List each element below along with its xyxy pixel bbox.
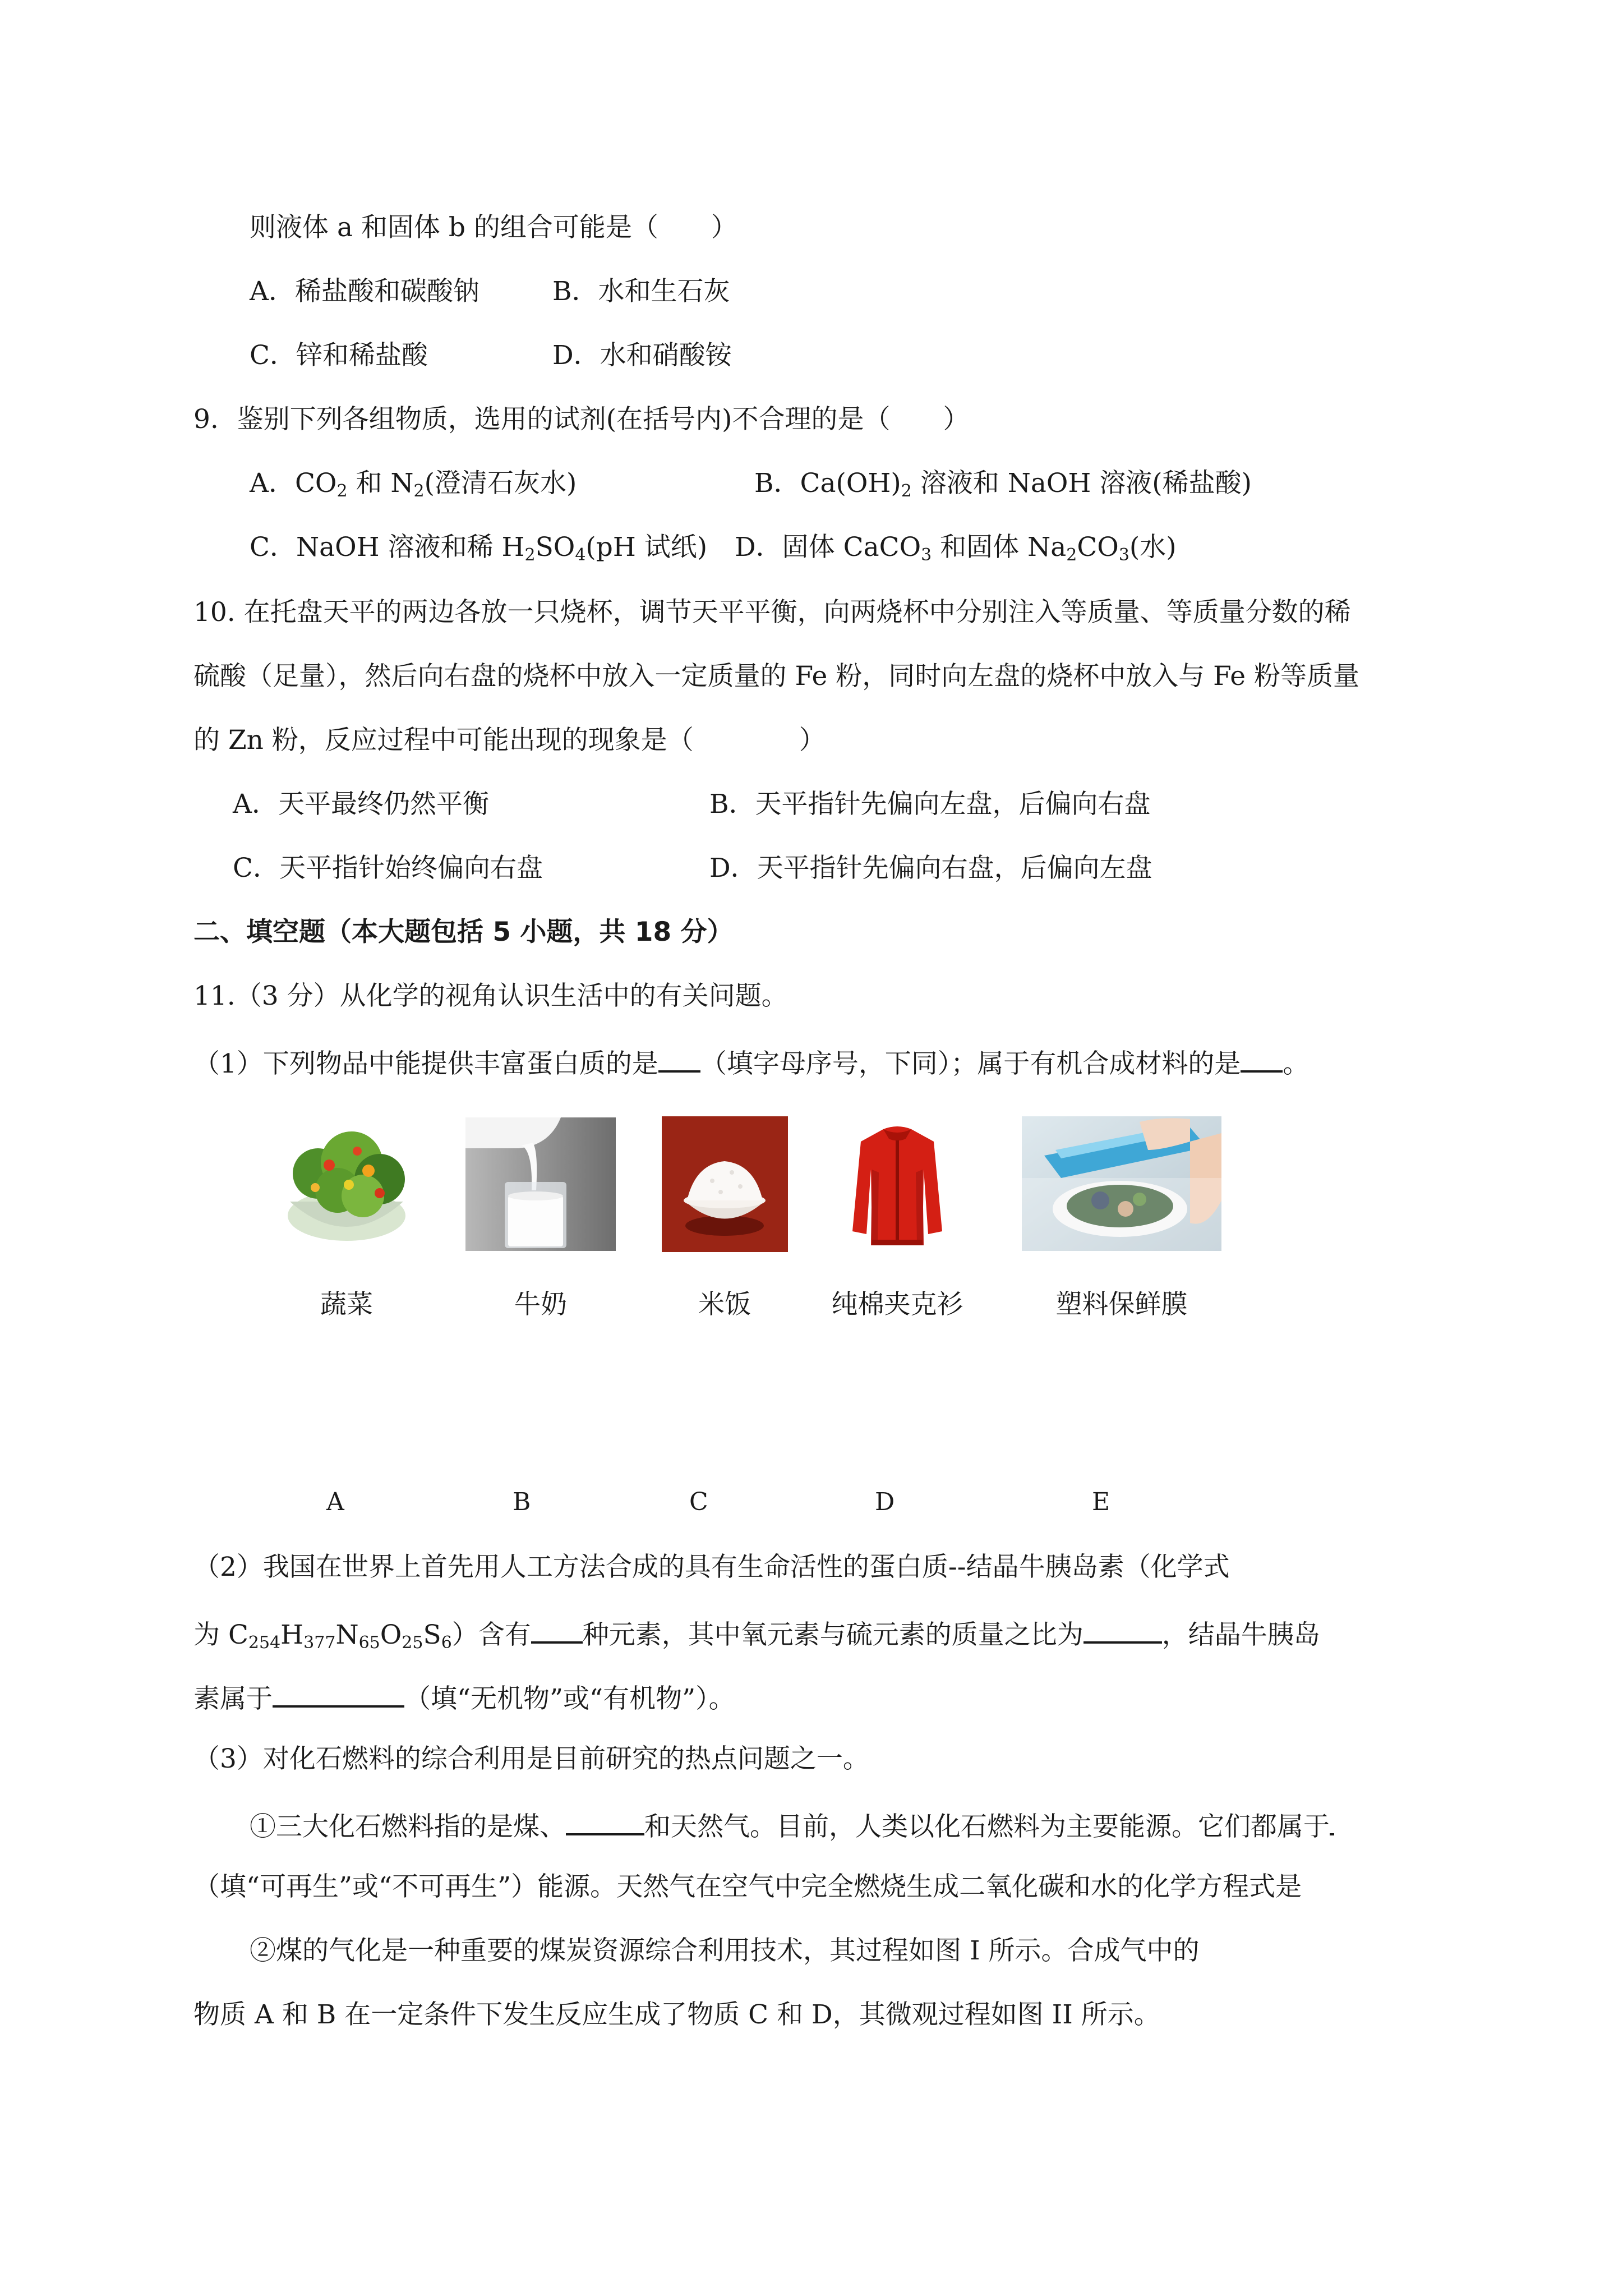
formula-element: O (380, 1619, 402, 1650)
q11-part2-text-5: （填“无机物”或“有机物”）。 (404, 1683, 735, 1714)
formula-element: N (335, 1619, 359, 1650)
salad-image (273, 1117, 420, 1249)
item-letter-d: D (875, 1488, 895, 1516)
q8-option-b: B．水和生石灰 (552, 276, 730, 307)
q11-part2-text-4: 素属于 (193, 1683, 273, 1714)
section-heading: 二、填空题（本大题包括 5 小题，共 18 分） (193, 917, 734, 947)
rice-image (662, 1116, 788, 1252)
q10-line-2: 硫酸（足量），然后向右盘的烧杯中放入一定质量的 Fe 粉，同时向左盘的烧杯中放入与 Fe 粉等质量 (193, 661, 1359, 692)
q11-part2-text-1: ）含有 (451, 1619, 531, 1650)
q11-part3-line-3: （填“可再生”或“不可再生”）能源。天然气在空气中完全燃烧生成二氧化碳和水的化学方程式是 (193, 1871, 1302, 1902)
q11-part3-line-2 (250, 1810, 1334, 1840)
q11-part3-text-1: ①三大化石燃料指的是煤、 (250, 1811, 566, 1842)
formula-sub: 377 (303, 1633, 336, 1653)
item-letter-b: B (513, 1488, 531, 1516)
formula-element: H (280, 1619, 304, 1650)
q10-line-3: 的 Zn 粉，反应过程中可能出现的现象是（ ） (193, 725, 826, 756)
q11-part2-line-2 (193, 1618, 1320, 1653)
q8-stem: 则液体 a 和固体 b 的组合可能是（ ） (250, 212, 737, 243)
q11-part2-text-3: ，结晶牛胰岛 (1161, 1619, 1320, 1650)
item-letter-c: C (689, 1488, 708, 1516)
q9-b-text-1: B．Ca(OH) (754, 468, 901, 499)
q9-option-a (250, 468, 577, 501)
q9-a-text-3: (澄清石灰水) (424, 468, 577, 499)
q8-option-d: D．水和硝酸铵 (552, 340, 732, 371)
q9-a-sub-1: 2 (336, 481, 348, 501)
answer-blank[interactable] (1241, 1047, 1283, 1073)
q11-part1-text-a: （1）下列物品中能提供丰富蛋白质的是 (193, 1048, 658, 1079)
q11-part2-text-2: 种元素，其中氧元素与硫元素的质量之比为 (582, 1619, 1083, 1650)
milk-image (465, 1117, 616, 1251)
q9-d-sub-1: 3 (921, 545, 932, 565)
q10-option-d: D．天平指针先偏向右盘，后偏向左盘 (709, 853, 1152, 884)
caption-d: 纯棉夹克衫 (831, 1289, 963, 1320)
q9-a-sub-2: 2 (413, 481, 425, 501)
q11-part1 (193, 1047, 1309, 1077)
caption-e: 塑料保鲜膜 (1055, 1289, 1188, 1320)
q10-option-b: B．天平指针先偏向左盘，后偏向右盘 (709, 789, 1151, 820)
caption-a: 蔬菜 (320, 1289, 373, 1320)
q10-option-c: C．天平指针始终偏向右盘 (233, 853, 543, 884)
q10-option-a: A．天平最终仍然平衡 (233, 789, 489, 820)
q9-d-text-1: D．固体 CaCO (735, 532, 921, 563)
answer-blank[interactable] (658, 1047, 700, 1073)
q9-d-sub-3: 3 (1118, 545, 1129, 565)
q8-option-a: A．稀盐酸和碳酸钠 (250, 276, 479, 307)
formula-sub: 254 (248, 1633, 281, 1653)
q9-c-sub-2: 4 (575, 545, 586, 565)
q11-part3-text-2: 和天然气。目前，人类以化石燃料为主要能源。它们都属于 (644, 1811, 1330, 1842)
q9-option-b (754, 468, 1252, 501)
q9-d-text-3: CO (1077, 532, 1119, 563)
q9-c-sub-1: 2 (524, 545, 536, 565)
q9-b-text-2: 溶液和 NaOH 溶液(稀盐酸) (911, 468, 1252, 499)
q9-c-text-2: SO (535, 532, 575, 563)
q8-option-c: C．锌和稀盐酸 (250, 340, 428, 371)
q11-part3-line-5: 物质 A 和 B 在一定条件下发生反应生成了物质 C 和 D，其微观过程如图 II 所示。 (193, 1999, 1160, 2030)
q9-a-text-2: 和 N (347, 468, 414, 499)
formula-sub: 25 (402, 1633, 423, 1653)
q9-option-c (250, 532, 708, 565)
item-letter-a: A (326, 1488, 344, 1516)
q9-d-text-2: 和固体 Na (932, 532, 1067, 563)
q11-part3-line-1: （3）对化石燃料的综合利用是目前研究的热点问题之一。 (193, 1743, 869, 1774)
q9-option-d (735, 532, 1177, 565)
answer-blank[interactable] (1330, 1810, 1334, 1835)
answer-blank[interactable] (273, 1682, 404, 1708)
q11-part2-line-1: （2）我国在世界上首先用人工方法合成的具有生命活性的蛋白质--结晶牛胰岛素（化学式 (193, 1552, 1230, 1582)
item-letter-e: E (1092, 1488, 1110, 1516)
q11-head: 11.（3 分）从化学的视角认识生活中的有关问题。 (193, 981, 788, 1011)
q9-a-text-1: A．CO (250, 468, 337, 499)
answer-blank[interactable] (531, 1618, 583, 1644)
formula-sub: 65 (358, 1633, 380, 1653)
caption-c: 米饭 (698, 1289, 751, 1320)
q11-part1-text-c: 。 (1283, 1048, 1310, 1079)
q10-line-1: 10. 在托盘天平的两边各放一只烧杯，调节天平平衡，向两烧杯中分别注入等质量、等质量分数的稀 (193, 597, 1351, 628)
q9-c-text-3: (pH 试纸) (585, 532, 708, 563)
q9-stem (193, 404, 970, 435)
q11-part1-text-b: （填字母序号，下同）；属于有机合成材料的是 (700, 1048, 1241, 1079)
q9-stem-text: 鉴别下列各组物质，选用的试剂(在括号内)不合理的是（ ） (237, 404, 970, 435)
q9-d-text-4: (水) (1129, 532, 1177, 563)
jacket-image (850, 1119, 945, 1249)
q9-d-sub-2: 2 (1066, 545, 1077, 565)
answer-blank[interactable] (566, 1810, 644, 1835)
q9-b-sub-1: 2 (901, 481, 912, 501)
answer-blank[interactable] (1083, 1618, 1162, 1644)
q9-c-text-1: C．NaOH 溶液和稀 H (250, 532, 525, 563)
formula-text: 为 C (193, 1619, 248, 1650)
caption-b: 牛奶 (514, 1289, 567, 1320)
q11-part3-line-4: ②煤的气化是一种重要的煤炭资源综合利用技术，其过程如图 I 所示。合成气中的 (250, 1935, 1200, 1966)
formula-sub: 6 (441, 1633, 452, 1653)
formula-element: S (423, 1619, 441, 1650)
plastic-wrap-image (1022, 1116, 1221, 1251)
q9-number: 9. (193, 404, 219, 435)
q11-part2-line-3 (193, 1682, 735, 1712)
